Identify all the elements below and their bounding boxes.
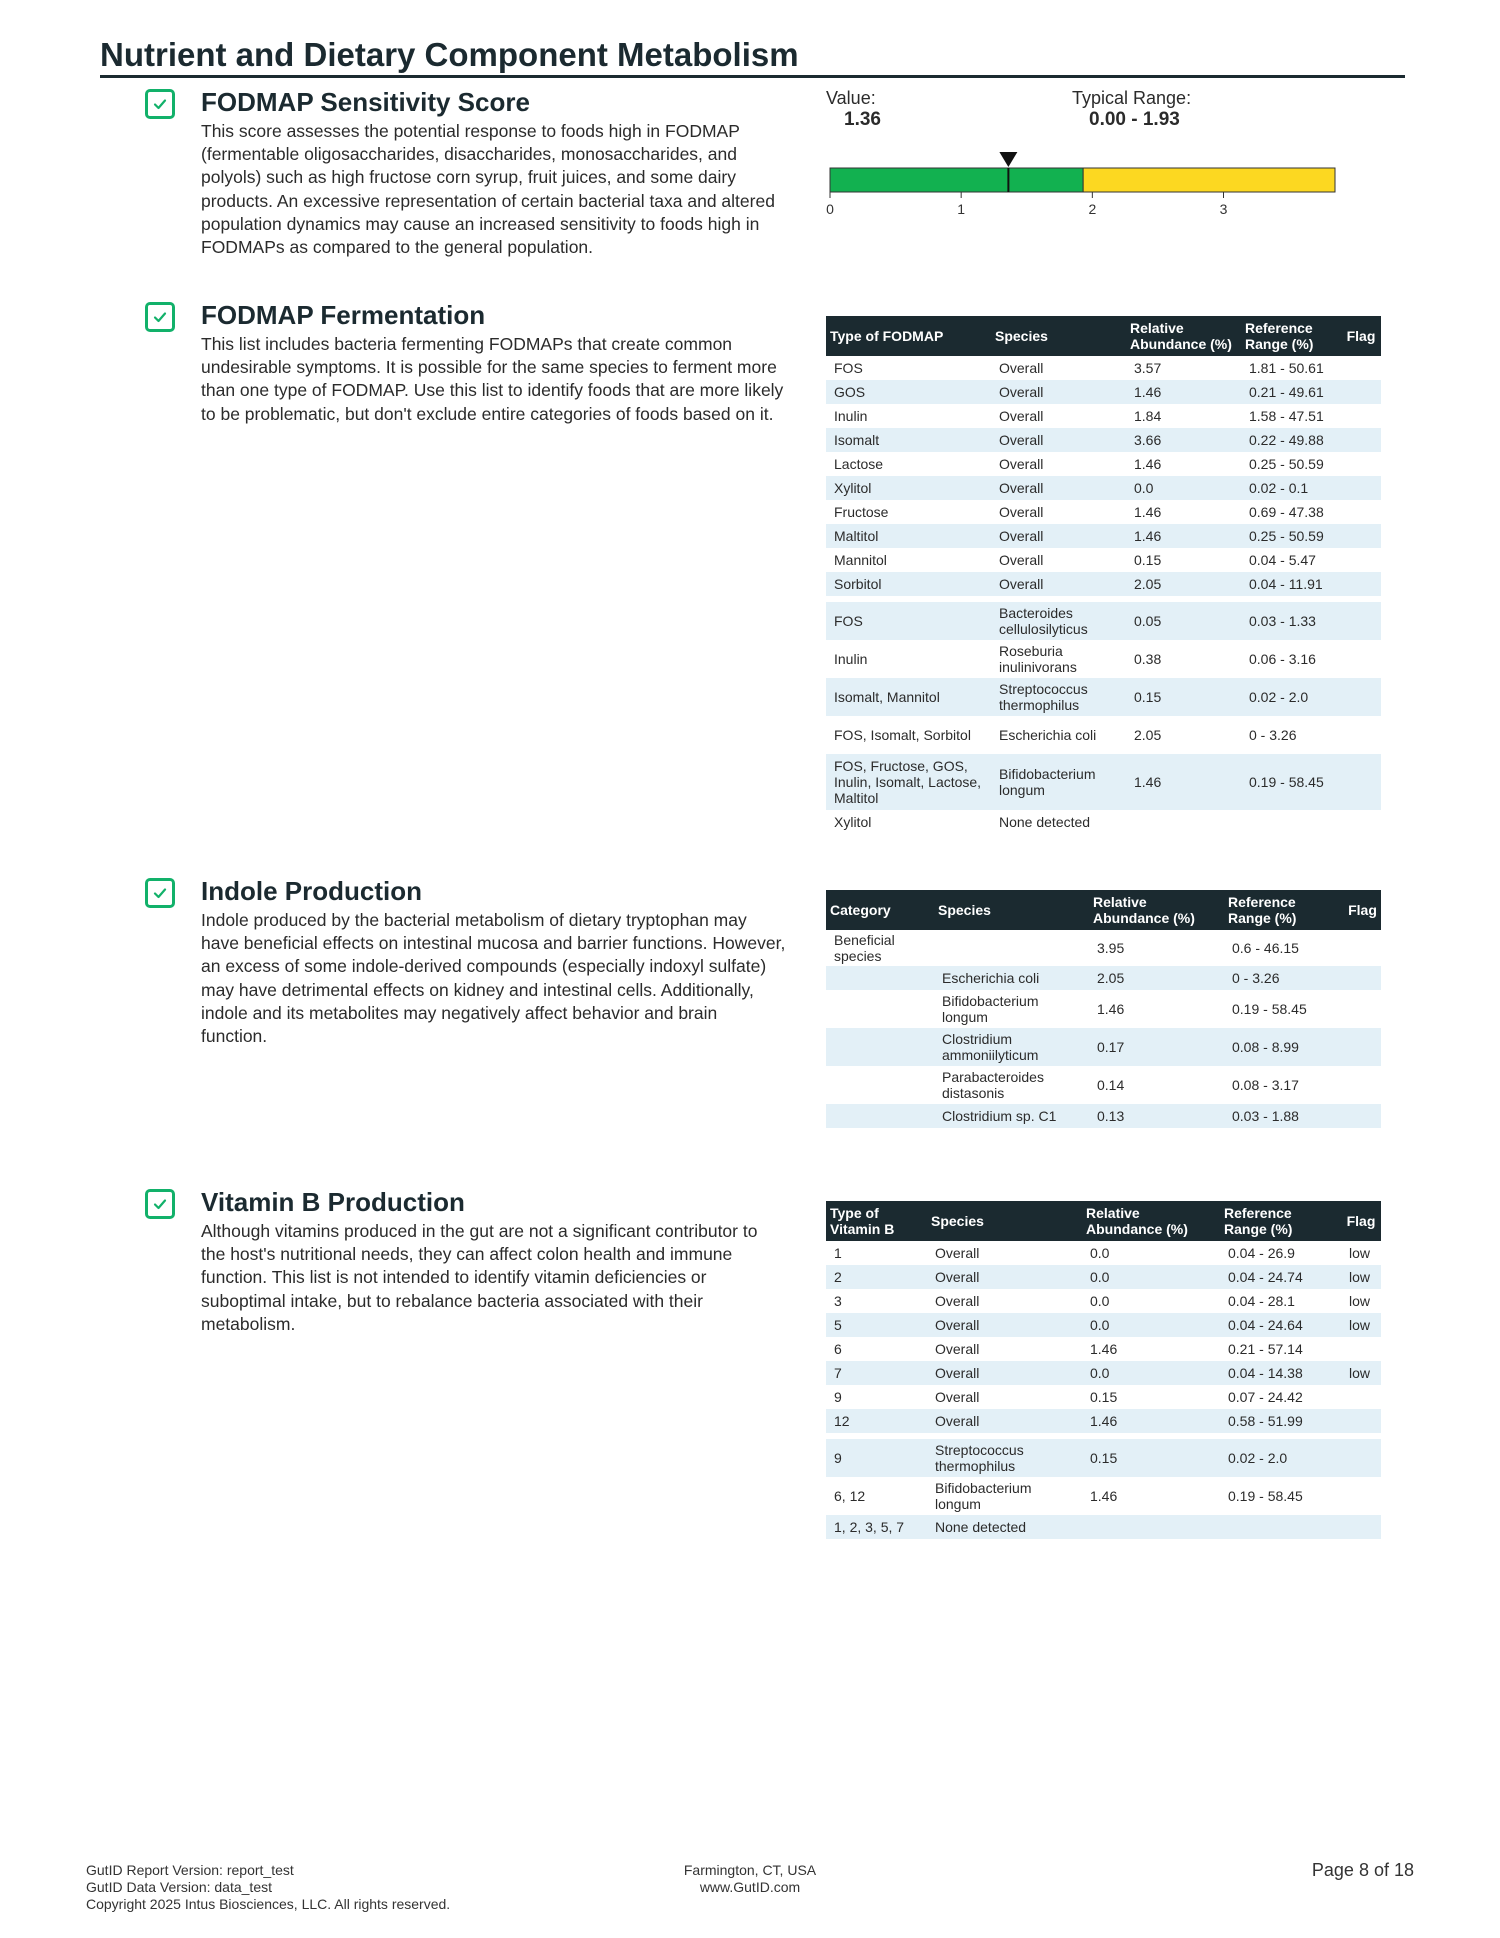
table-cell: 6, 12 [834,1488,866,1504]
table-cell: Escherichia coli [999,727,1097,743]
table-cell: 0.0 [1126,476,1241,500]
table-row [826,1337,1381,1361]
table-cell: 0.14 [1097,1077,1125,1093]
table-cell: 1.46 [1126,754,1241,810]
table-cell [1341,500,1381,524]
table-cell: 3.57 [1134,360,1162,376]
table-cell: low [1341,1265,1381,1289]
table-row [826,1313,1381,1337]
table-cell: 0.0 [1090,1293,1110,1309]
gauge-scale [825,86,1345,226]
table-cell [1341,524,1381,548]
column-header: Flag [1344,890,1381,930]
table-cell: Overall [999,456,1044,472]
table-cell: Inulin [834,651,868,667]
vitamin-b-table [826,1201,1381,1539]
table-cell [1344,1104,1381,1128]
table-row [826,640,1381,678]
table-cell: Overall [935,1341,980,1357]
table-cell: 0.08 - 8.99 [1224,1028,1344,1066]
table-row [826,572,1381,596]
table-cell: 1.46 [1090,1488,1118,1504]
table-cell: 0.22 - 49.88 [1241,428,1341,452]
table-cell: Maltitol [826,524,991,548]
table-cell [1341,380,1381,404]
table-row [826,1104,1381,1128]
table-cell: Overall [927,1313,1082,1337]
table-cell: Parabacteroides distasonis [942,1069,1044,1101]
copyright: Copyright 2025 Intus Biosciences, LLC. All rights reserved. [86,1896,451,1912]
table-cell: 1.84 [1134,408,1162,424]
table-cell: 0.04 - 14.38 [1220,1361,1341,1385]
table-row [826,428,1381,452]
table-cell [1341,452,1381,476]
table-cell: low [1341,1313,1381,1337]
table-cell: Overall [999,552,1044,568]
data-version: GutID Data Version: data_test [86,1879,272,1895]
table-cell: Escherichia coli [934,966,1089,990]
table-cell: 1.46 [1134,456,1162,472]
table-cell: 1.46 [1097,1001,1125,1017]
table-row [826,990,1381,1028]
table-cell [1341,1477,1381,1515]
table-cell: Overall [927,1265,1082,1289]
table-cell: Overall [991,380,1126,404]
table-cell: 0.04 - 24.64 [1220,1313,1341,1337]
checkbox-checked-icon [145,1189,175,1219]
table-cell: 1.46 [1126,380,1241,404]
table-row [826,380,1381,404]
table-row [826,602,1381,640]
gauge-tick-label: 2 [1088,201,1097,217]
table-row [826,452,1381,476]
table-cell [1220,1515,1341,1539]
table-cell: 1.46 [1082,1409,1220,1433]
table-cell: 0.19 - 58.45 [1228,1488,1303,1504]
table-cell: Overall [935,1389,980,1405]
table-cell: 1.46 [1126,524,1241,548]
table-cell: 0.15 [1082,1439,1220,1477]
table-cell: 0.05 [1126,602,1241,640]
table-cell: None detected [999,814,1091,830]
table-row [826,810,1381,834]
table-cell: 0.15 [1126,678,1241,716]
table-cell [1341,356,1381,380]
table-row [826,1265,1381,1289]
section-fodmap-fermentation [145,302,795,472]
table-cell: Isomalt [826,428,991,452]
table-cell: low [1341,1361,1381,1385]
table-cell [1341,678,1381,716]
fodmap-fermentation-table [826,316,1381,834]
table-cell: 1.46 [1134,504,1162,520]
column-header: Species [991,316,1126,356]
gauge-normal-zone [830,168,1083,192]
table-cell: Beneficial species [834,932,895,964]
table-cell: low [1349,1245,1371,1261]
table-cell: Overall [927,1361,1082,1385]
table-cell: Xylitol [826,476,991,500]
table-row [826,716,1381,754]
table-cell: 0.07 - 24.42 [1228,1389,1303,1405]
checkbox-checked-icon [145,878,175,908]
column-header: Category [826,890,934,930]
table-cell: 2.05 [1126,572,1241,596]
footer-center [650,1862,850,1896]
table-cell [826,1066,934,1104]
report-version: GutID Report Version: report_test [86,1862,294,1878]
table-cell: Overall [991,476,1126,500]
table-cell [826,990,934,1028]
section-indole-production [145,878,795,1048]
table-cell: 5 [826,1313,927,1337]
table-row [826,548,1381,572]
table-cell: Clostridium sp. C1 [934,1104,1089,1128]
table-cell: 0.04 - 11.91 [1241,572,1341,596]
table-cell: 9 [834,1389,842,1405]
table-cell: 0.25 - 50.59 [1241,524,1341,548]
typical-range-label: Typical Range: [1072,88,1192,108]
table-cell: Overall [935,1293,980,1309]
table-cell: Isomalt, Mannitol [826,678,991,716]
table-row [826,1289,1381,1313]
section-fodmap-sensitivity [145,89,795,259]
table-cell [1341,602,1381,640]
section-title: FODMAP Fermentation [201,300,486,330]
section-title: FODMAP Sensitivity Score [201,87,530,117]
table-cell: 2.05 [1089,966,1224,990]
table-cell [1341,404,1381,428]
table-cell [1341,476,1381,500]
table-cell: 0.0 [1082,1313,1220,1337]
column-header: Species [934,890,1089,930]
page-number: Page 8 of 18 [1311,1860,1414,1880]
gauge-tick-label: 0 [826,201,834,217]
table-cell [1341,810,1381,834]
indole-production-table [826,890,1381,1128]
table-cell: 0.0 [1090,1245,1110,1261]
table-row [826,500,1381,524]
table-cell: 6 [834,1341,842,1357]
table-cell: 0.08 - 3.17 [1232,1077,1299,1093]
table-cell: Streptococcus thermophilus [927,1439,1082,1477]
fodmap-sensitivity-gauge [825,86,1345,226]
section-description: Although vitamins produced in the gut are not a significant contributor to the host's nutritional needs, they can affect colon health and immune function. This list is not intended to identify vitamin deficiencies or suboptimal intake, but to rebalance bacteria associated with their metabolism. [201,1221,758,1334]
table-cell: 0.13 [1089,1104,1224,1128]
table-cell [1126,810,1241,834]
table-cell: FOS [834,360,863,376]
column-header: Type of Vitamin B [826,1201,927,1241]
table-cell: Lactose [834,456,884,472]
gauge-marker-icon [999,152,1017,167]
page-title: Nutrient and Dietary Component Metabolism [100,36,799,73]
table-cell: GOS [826,380,991,404]
table-cell: 0.02 - 2.0 [1241,678,1341,716]
table-cell: Overall [999,504,1044,520]
table-cell: 0 - 3.26 [1224,966,1344,990]
column-header: Flag [1341,316,1381,356]
table-cell: Roseburia inulinivorans [999,643,1077,675]
table-cell [826,1028,934,1066]
table-cell: Bifidobacterium longum [991,754,1126,810]
table-cell: 0.0 [1082,1361,1220,1385]
table-cell: 0.04 - 28.1 [1228,1293,1295,1309]
table-cell: Overall [935,1245,980,1261]
table-cell [1344,990,1381,1028]
table-cell [1341,548,1381,572]
table-cell: 2.05 [1134,727,1162,743]
table-cell [1241,810,1341,834]
table-row [826,1477,1381,1515]
section-description: This score assesses the potential response to foods high in FODMAP (fermentable oligosaccharides, disaccharides, monosaccharides, and polyols) such as high fructose corn syrup, fruit juices, and some dairy products. An excessive representation of certain bacterial taxa and altered population dynamics may cause an increased sensitivity to foods high in FODMAPs as compared to the general population. [201,121,775,258]
section-title: Vitamin B Production [201,1187,465,1217]
table-cell [1344,1066,1381,1104]
gauge-tick-label: 3 [1219,201,1228,217]
table-cell: Bacteroides cellulosilyticus [991,602,1126,640]
table-cell: FOS [826,602,991,640]
table-cell [1341,1439,1381,1477]
table-cell: 0.02 - 2.0 [1220,1439,1341,1477]
table-cell: 0.21 - 57.14 [1228,1341,1303,1357]
table-cell: Bifidobacterium longum [935,1480,1032,1512]
table-cell [1082,1515,1220,1539]
table-row [826,678,1381,716]
table-cell [1341,716,1381,754]
table-row [826,966,1381,990]
table-cell: 0.04 - 26.9 [1228,1245,1295,1261]
table-row [826,1385,1381,1409]
table-cell: 0 - 3.26 [1249,727,1297,743]
table-cell [1341,1337,1381,1361]
table-cell [1341,428,1381,452]
table-cell: 3.95 [1097,940,1125,956]
table-cell: Overall [927,1409,1082,1433]
table-row [826,1028,1381,1066]
column-header: Flag [1341,1201,1381,1241]
table-row [826,1066,1381,1104]
table-cell: 0.17 [1089,1028,1224,1066]
table-cell: FOS, Isomalt, Sorbitol [834,727,971,743]
table-cell [826,966,934,990]
table-cell: 0.06 - 3.16 [1249,651,1316,667]
table-cell: Streptococcus thermophilus [991,678,1126,716]
table-cell: Overall [999,360,1044,376]
column-header: Relative Abundance (%) [1126,316,1241,356]
footer-left [86,1862,450,1913]
table-header-row [826,890,1381,930]
location: Farmington, CT, USA [683,1862,817,1878]
table-cell: 1.46 [1090,1341,1118,1357]
gauge-elevated-zone [1083,168,1335,192]
table-row [826,1439,1381,1477]
table-row [826,1515,1381,1539]
value-readout: 1.36 [844,109,881,130]
column-header: Reference Range (%) [1224,890,1344,930]
table-row [826,404,1381,428]
table-cell: 0.15 [1134,552,1162,568]
table-cell: Sorbitol [826,572,991,596]
table-header-row [826,1201,1381,1241]
table-cell: 1 [834,1245,842,1261]
table-cell: low [1349,1293,1371,1309]
table-cell: 3.66 [1126,428,1241,452]
column-header: Relative Abundance (%) [1082,1201,1220,1241]
table-row [826,754,1381,810]
table-cell: 0.6 - 46.15 [1232,940,1299,956]
table-cell [1341,754,1381,810]
table-cell [1341,572,1381,596]
table-cell: Fructose [834,504,889,520]
table-row [826,1241,1381,1265]
column-header: Species [927,1201,1082,1241]
column-header: Relative Abundance (%) [1089,890,1224,930]
table-cell [934,930,1089,966]
table-cell: 7 [826,1361,927,1385]
table-cell: 3 [834,1293,842,1309]
value-label: Value: [826,88,876,108]
table-cell [1341,640,1381,678]
table-cell: 0.69 - 47.38 [1249,504,1324,520]
table-cell: Overall [999,408,1044,424]
table-cell: 1.58 - 47.51 [1249,408,1324,424]
table-cell [1344,930,1381,966]
table-row [826,524,1381,548]
table-cell: FOS, Fructose, GOS, Inulin, Isomalt, Lactose, Maltitol [826,754,991,810]
table-cell: Inulin [834,408,868,424]
table-cell: 1.81 - 50.61 [1249,360,1324,376]
table-cell: Overall [991,428,1126,452]
column-header: Type of FODMAP [826,316,991,356]
column-header: Reference Range (%) [1220,1201,1341,1241]
table-cell: 0.04 - 24.74 [1220,1265,1341,1289]
typical-range-readout: 0.00 - 1.93 [1089,109,1180,130]
section-description: Indole produced by the bacterial metabolism of dietary tryptophan may have beneficial effects on intestinal mucosa and barrier functions. However, an excess of some indole-derived compounds (especially indoxyl sulfate) may have detrimental effects on kidney and intestinal cells. Additionally, indole and its metabolites may negatively affect behavior and brain function. [201,910,786,1047]
table-cell: 0.15 [1090,1389,1118,1405]
table-row [826,476,1381,500]
table-cell: 0.02 - 0.1 [1241,476,1341,500]
table-row [826,930,1381,966]
section-vitamin-b-production [145,1189,795,1359]
table-cell: Bifidobacterium longum [942,993,1039,1025]
title-divider [100,75,1405,78]
table-cell: 0.58 - 51.99 [1220,1409,1341,1433]
table-cell [1344,1028,1381,1066]
section-description: This list includes bacteria fermenting FODMAPs that create common undesirable symptoms. It is possible for the same species to ferment more than one type of FODMAP. Use this list to identify foods that are more likely to be problematic, but don't exclude entire categories of foods based on it. [201,334,784,424]
table-cell: 0.21 - 49.61 [1241,380,1341,404]
table-cell: Clostridium ammoniilyticum [934,1028,1089,1066]
column-header: Reference Range (%) [1241,316,1341,356]
table-cell: 0.03 - 1.88 [1224,1104,1344,1128]
table-row [826,1361,1381,1385]
table-cell: Overall [991,572,1126,596]
table-cell: 0.19 - 58.45 [1241,754,1341,810]
table-cell [1344,966,1381,990]
website-link[interactable]: www.GutID.com [699,1879,801,1895]
table-cell [1341,1409,1381,1433]
table-cell: 0.25 - 50.59 [1249,456,1324,472]
table-cell: 1, 2, 3, 5, 7 [826,1515,927,1539]
checkbox-checked-icon [145,89,175,119]
table-cell: 0.19 - 58.45 [1232,1001,1307,1017]
table-cell [1341,1515,1381,1539]
table-cell [826,1104,934,1128]
table-cell: Xylitol [834,814,872,830]
table-cell: Overall [991,524,1126,548]
table-cell: 9 [826,1439,927,1477]
table-cell: 0.0 [1082,1265,1220,1289]
table-header-row [826,316,1381,356]
table-cell: 0.38 [1134,651,1162,667]
checkbox-checked-icon [145,302,175,332]
gauge-tick-label: 1 [957,201,966,217]
section-title: Indole Production [201,876,422,906]
table-row [826,356,1381,380]
table-cell: None detected [927,1515,1082,1539]
table-cell: 12 [826,1409,927,1433]
table-row [826,1409,1381,1433]
table-cell: 0.03 - 1.33 [1241,602,1341,640]
table-cell: 0.04 - 5.47 [1249,552,1316,568]
table-cell: 2 [826,1265,927,1289]
table-cell: Mannitol [834,552,887,568]
table-cell [1341,1385,1381,1409]
